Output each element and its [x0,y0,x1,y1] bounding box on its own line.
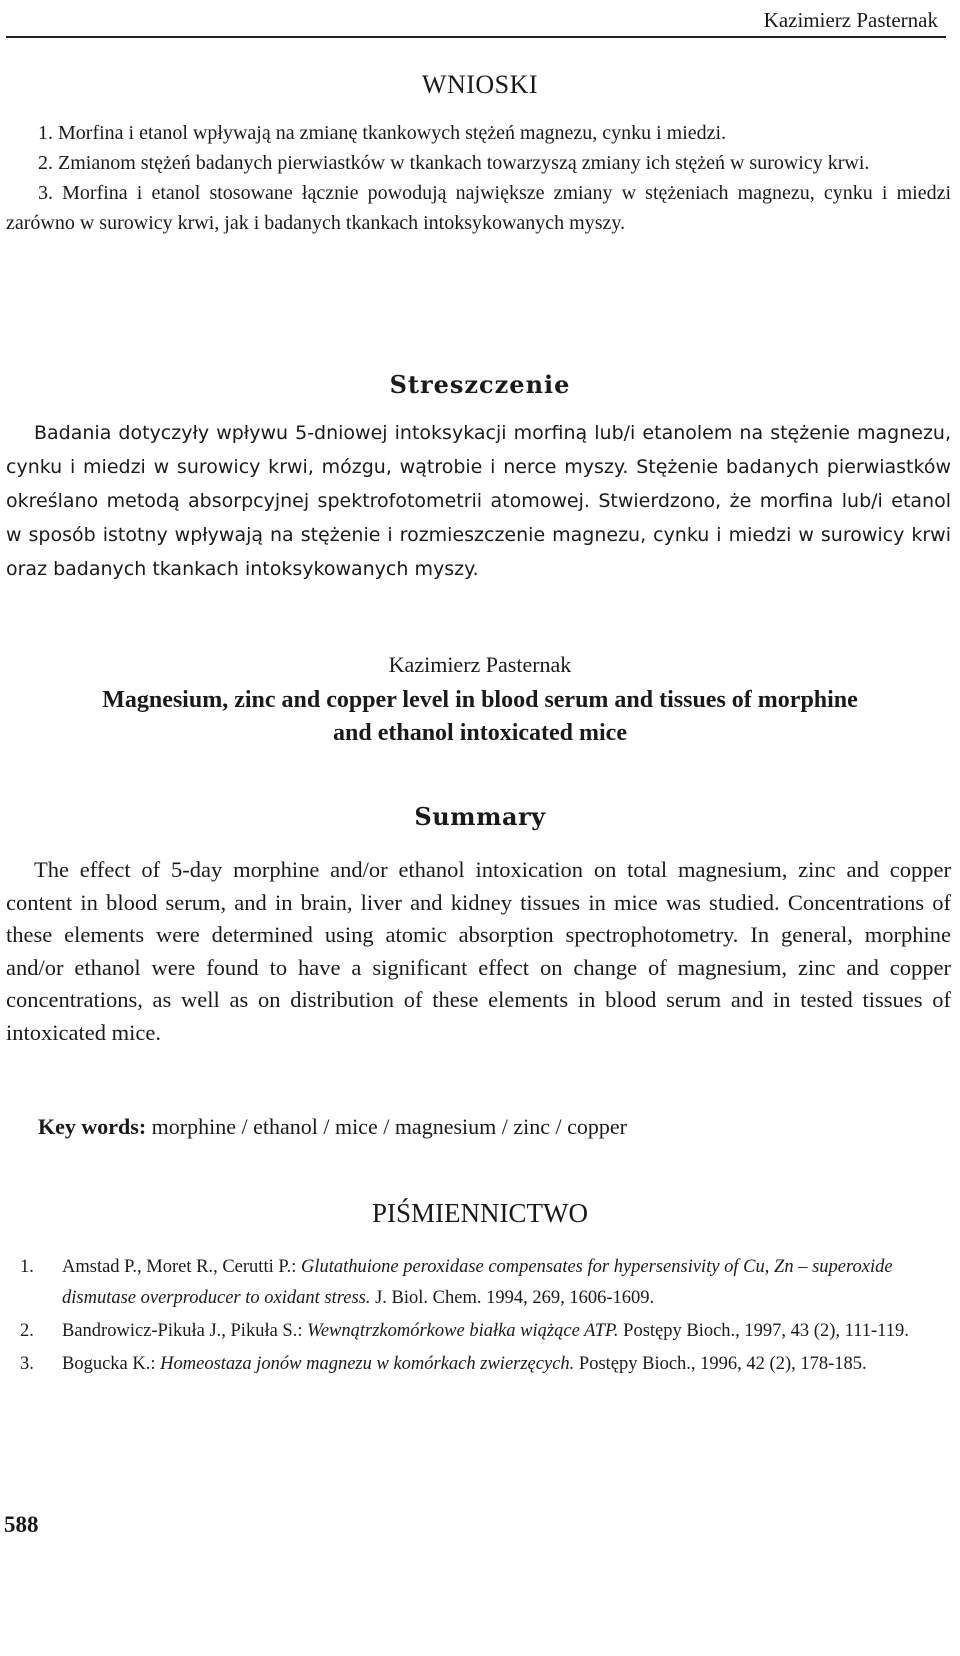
reference-source: J. Biol. Chem. 1994, 269, 1606-1609. [375,1288,655,1308]
reference-number: 1. [20,1257,34,1277]
reference-source: Postępy Bioch., 1996, 42 (2), 178-185. [578,1354,867,1374]
keywords-label: Key words: [38,1114,147,1139]
summary-paragraph: The effect of 5-day morphine and/or ethanol intoxication on total magnesium, zinc and copper content in blood serum, and in brain, liver and kidney tissues in mice was studied. Concentrations of these elements were determined using atomic absorption spectrophotometry. In general, morphine and/or ethanol were found to have a significant effect on change of magnesium, zinc and copper concentrations, as well as on distribution of these elements in blood serum and in tested tissues of intoxicated mice. [6,857,951,1045]
conclusion-item-1: 1. Morfina i etanol wpływają na zmianę tkankowych stężeń magnezu, cynku i miedzi. [38,122,727,144]
streszczenie-heading: Streszczenie [389,370,571,399]
reference-authors: Bogucka K.: [62,1354,156,1374]
reference-source: Postępy Bioch., 1997, 43 (2), 111-119. [623,1321,909,1341]
reference-number: 2. [20,1321,34,1341]
references-list [20,1252,950,1382]
english-title [0,684,960,750]
english-author: Kazimierz Pasternak [388,652,572,677]
keywords [38,1114,627,1140]
reference-item [20,1252,950,1314]
reference-item [20,1349,950,1380]
keywords-value: morphine / ethanol / mice / magnesium / zinc / copper [151,1114,627,1139]
conclusion-item-3: 3. Morfina i etanol stosowane łącznie powodują największe zmiany w stężeniach magnezu, cynku i miedzi zarówno w surowicy krwi, jak i badanych tkankach intoksykowanych myszy. [6,182,951,234]
running-head: Kazimierz Pasternak [763,8,938,32]
reference-title: Wewnątrzkomórkowe białka wiążące ATP. [307,1321,619,1341]
english-title-line-2: and ethanol intoxicated mice [333,720,627,746]
reference-number: 3. [20,1354,34,1374]
summary-heading: Summary [414,802,546,831]
header-rule [6,36,946,38]
reference-title: Homeostaza jonów magnezu w komórkach zwierzęcych. [160,1354,575,1374]
streszczenie-paragraph: Badania dotyczyły wpływu 5-dniowej intoksykacji morfiną lub/i etanolem na stężenie magnezu, cynku i miedzi w surowicy krwi, mózgu, wątrobie i nerce myszy. Stężenie badanych pierwiastków określano metodą absorpcyjnej spektrofotometrii atomowej. Stwierdzono, że morfina lub/i etanol w sposób istotny wpływają na stężenie i rozmieszczenie magnezu, cynku i miedzi w surowicy krwi oraz badanych tkankach intoksykowanych myszy. [6,422,951,580]
page-number: 588 [4,1512,39,1537]
references-heading: PIŚMIENNICTWO [372,1198,588,1228]
reference-title: Glutathuione peroxidase compensates for hypersensivity of Cu, Zn – superoxide dismutase overproducer to oxidant stress. [62,1257,893,1308]
reference-authors: Bandrowicz-Pikuła J., Pikuła S.: [62,1321,303,1341]
reference-authors: Amstad P., Moret R., Cerutti P.: [62,1257,297,1277]
conclusion-item-2: 2. Zmianom stężeń badanych pierwiastków w tkankach towarzyszą zmiany ich stężeń w surowicy krwi. [38,152,870,174]
conclusions-heading: WNIOSKI [421,70,539,99]
conclusions-list [6,118,951,238]
reference-item [20,1316,950,1347]
english-title-line-1: Magnesium, zinc and copper level in blood serum and tissues of morphine [102,687,858,713]
